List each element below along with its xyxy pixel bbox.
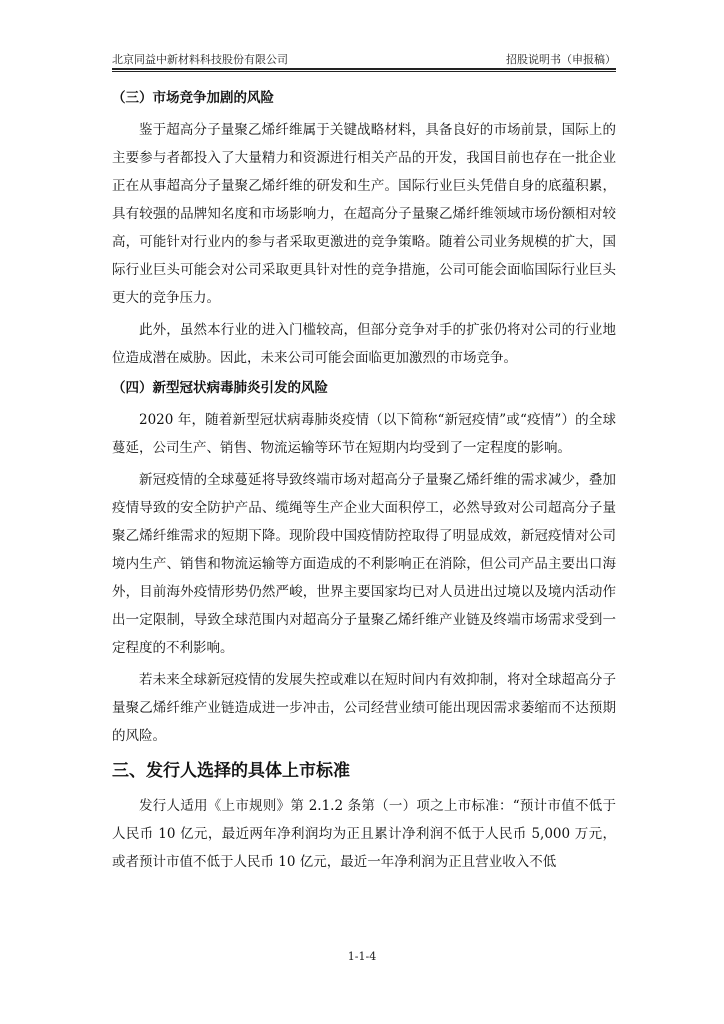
paragraph-competition-1: 鉴于超高分子量聚乙烯纤维属于关键战略材料，具备良好的市场前景，国际上的主要参与者都投入了大量精力和资源进行相关产品的开发，我国目前也存在一批企业正在从事超高分子量聚乙烯纤维的研发和生产。国际行业巨头凭借自身的底蕴积累，具有较强的品牌知名度和市场影响力，在超高分子量聚乙烯纤维领域市场份额相对较高，可能针对行业内的参与者采取更激进的竞争策略。随着公司业务规模的扩大，国际行业巨头可能会对公司采取更具针对性的竞争措施，公司可能会面临国际行业巨头更大的竞争压力。 <box>112 122 616 306</box>
page-header <box>112 50 616 68</box>
header-rule-thick <box>112 68 616 70</box>
page-number: 1-1-4 <box>347 950 377 963</box>
heading-covid-risk: （四）新型冠状病毒肺炎引发的风险 <box>112 380 328 396</box>
document-body <box>112 86 616 880</box>
paragraph-covid-3: 若未来全球新冠疫情的发展失控或难以在短时间内有效抑制，将对全球超高分子量聚乙烯纤维产业链造成进一步冲击，公司经营业绩可能出现因需求萎缩而不达预期的风险。 <box>112 672 616 744</box>
header-company-name: 北京同益中新材料科技股份有限公司 <box>112 53 288 66</box>
paragraph-covid-1: 2020 年，随着新型冠状病毒肺炎疫情（以下简称“新冠疫情”或“疫情”）的全球蔓延，公司生产、销售、物流运输等环节在短期内均受到了一定程度的影响。 <box>112 412 616 456</box>
paragraph-competition-2: 此外，虽然本行业的进入门槛较高，但部分竞争对手的扩张仍将对公司的行业地位造成潜在威胁。因此，未来公司可能会面临更加激烈的市场竞争。 <box>112 322 616 366</box>
header-rule-thin <box>112 71 616 72</box>
paragraph-covid-2: 新冠疫情的全球蔓延将导致终端市场对超高分子量聚乙烯纤维的需求减少，叠加疫情导致的安全防护产品、缆绳等生产企业大面积停工，必然导致对公司超高分子量聚乙烯纤维需求的短期下降。现阶段中国疫情防控取得了明显成效，新冠疫情对公司境内生产、销售和物流运输等方面造成的不利影响正在消除，但公司产品主要出口海外，目前海外疫情形势仍然严峻，世界主要国家均已对人员进出过境以及境内活动作出一定限制，导致全球范围内对超高分子量聚乙烯纤维产业链及终端市场需求受到一定程度的不利影响。 <box>112 472 616 656</box>
heading-market-competition-risk: （三）市场竞争加剧的风险 <box>112 90 274 106</box>
paragraph-listing-1: 发行人适用《上市规则》第 2.1.2 条第（一）项之上市标准：“预计市值不低于人民币 10 亿元，最近两年净利润均为正且累计净利润不低于人民币 5,000 万元，或者预计市值不低于人民币 10 亿元，最近一年净利润为正且营业收入不低 <box>112 798 616 870</box>
heading-listing-standard: 三、发行人选择的具体上市标准 <box>112 761 350 781</box>
header-document-type: 招股说明书（申报稿） <box>506 53 616 66</box>
